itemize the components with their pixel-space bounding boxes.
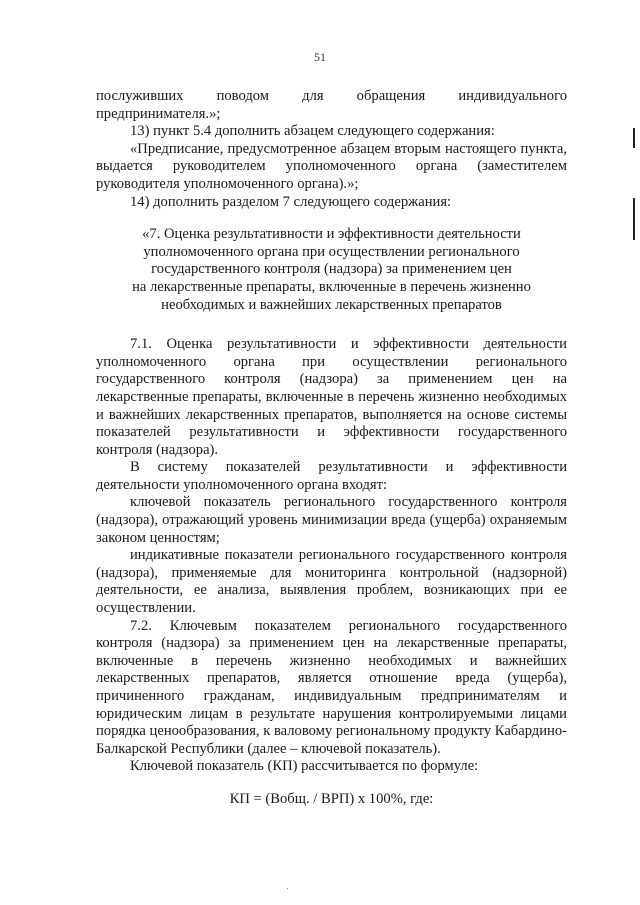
- heading-line-4: на лекарственные препараты, включенные в перечень жизненно: [132, 278, 531, 295]
- paragraph-item-13: 13) пункт 5.4 дополнить абзацем следующего содержания:: [130, 123, 495, 140]
- paragraph-key-indicator: ключевой показатель регионального государственного контроля (надзора), отражающий уровень минимизации вреда (ущерба) охраняемым законом ценностям;: [96, 494, 567, 546]
- paragraph-item-14: 14) дополнить разделом 7 следующего содержания:: [130, 193, 452, 210]
- paragraph-indicative-indicators: индикативные показатели регионального государственного контроля (надзора), применяемые для мониторинга контрольной (надзорной) деятельности, ее анализа, выявления проблем, возникающих при ее осуществлении.: [96, 547, 567, 617]
- heading-line-5: необходимых и важнейших лекарственных препаратов: [161, 296, 502, 313]
- heading-line-2: уполномоченного органа при осуществлении регионального: [143, 243, 520, 260]
- paragraph-7-2: 7.2. Ключевым показателем регионального государственного контроля (надзора) за применением цен на лекарственные препараты, включенные в перечень жизненно необходимых и важнейших лекарственных препаратов, является отношение вреда (ущерба), причиненного гражданам, индивидуальным предпринимателям и юридическим лицам в результате нарушения контролируемыми лицами порядка ценообразования, к валовому региональному продукту Кабардино-Балкарской Республики (далее – ключевой показатель).: [96, 617, 568, 757]
- margin-mark-2: [633, 198, 635, 240]
- document-body: [96, 88, 567, 809]
- paragraph-prescription: «Предписание, предусмотренное абзацем вторым настоящего пункта, выдается руководителем уполномоченного органа (заместителем руководителя уполномоченного органа).»;: [96, 140, 567, 192]
- formula: КП = (Вобщ. / ВРП) х 100%, где:: [229, 790, 434, 807]
- page-number: 51: [314, 50, 326, 64]
- paragraph-continuation: послуживших поводом для обращения индивидуального: [96, 88, 567, 104]
- scan-speck: [287, 888, 288, 889]
- paragraph-formula-intro: Ключевой показатель (КП) рассчитывается по формуле:: [130, 758, 479, 775]
- heading-line-3: государственного контроля (надзора) за применением цен: [151, 261, 512, 278]
- paragraph-continuation-end: предпринимателя.»;: [96, 105, 221, 122]
- margin-mark-1: [633, 128, 635, 148]
- paragraph-7-1: 7.1. Оценка результативности и эффективности деятельности уполномоченного органа при осуществлении регионального государственного контроля (надзора) за применением цен на лекарственные препараты, включенные в перечень жизненно необходимых и важнейших лекарственных препаратов, выполняется на основе системы показателей результативности и эффективности государственного контроля (надзора).: [96, 336, 567, 458]
- section-heading: [96, 226, 567, 314]
- paragraph-indicator-system: В систему показателей результативности и эффективности деятельности уполномоченного органа входят:: [96, 459, 567, 493]
- heading-line-1: «7. Оценка результативности и эффективности деятельности: [142, 226, 521, 243]
